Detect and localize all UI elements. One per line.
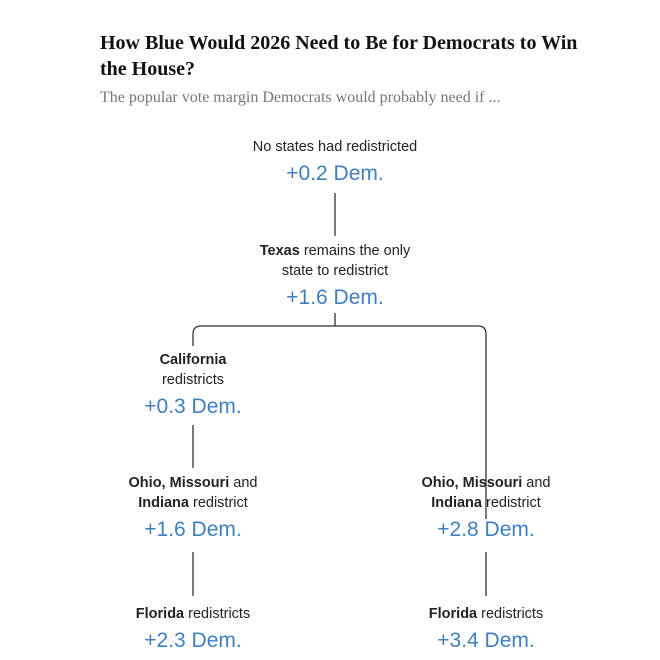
margin-value: +1.6 Dem. xyxy=(286,286,384,309)
node-label xyxy=(83,350,303,390)
label-text: and xyxy=(229,475,258,491)
label-text: redistricts xyxy=(184,606,251,622)
margin-value: +3.4 Dem. xyxy=(437,629,535,652)
margin-value: +2.3 Dem. xyxy=(144,629,242,652)
label-bold: Ohio, Missouri xyxy=(421,475,523,491)
node-texas-only xyxy=(225,241,445,311)
node-florida-right xyxy=(376,604,596,654)
node-ohio-missouri-indiana-right xyxy=(376,473,596,543)
node-label xyxy=(376,604,596,624)
label-bold: Indiana xyxy=(431,495,482,511)
label-text: redistricts xyxy=(161,372,225,388)
margin-value: +1.6 Dem. xyxy=(144,518,242,541)
node-label xyxy=(225,137,445,157)
margin-value: +0.3 Dem. xyxy=(144,395,242,418)
node-ohio-missouri-indiana-left xyxy=(83,473,303,543)
label-bold: Florida xyxy=(428,606,478,622)
label-bold: Florida xyxy=(135,606,185,622)
chart-subtitle: The popular vote margin Democrats would probably need if ... xyxy=(100,89,501,106)
node-label xyxy=(376,473,596,513)
label-text: and xyxy=(522,475,551,491)
node-no-redistricting xyxy=(225,137,445,187)
label-text: No states had redistricted xyxy=(252,139,418,155)
label-text: remains the only xyxy=(299,243,411,259)
label-bold: Ohio, Missouri xyxy=(128,475,230,491)
label-text: state to redistrict xyxy=(281,263,389,279)
label-text: redistrict xyxy=(481,495,541,511)
label-text: redistrict xyxy=(188,495,248,511)
node-label xyxy=(83,473,303,513)
margin-value: +0.2 Dem. xyxy=(286,162,384,185)
label-bold: California xyxy=(159,352,227,368)
label-bold: Texas xyxy=(259,243,300,259)
margin-value: +2.8 Dem. xyxy=(437,518,535,541)
node-label xyxy=(225,241,445,281)
chart-title: How Blue Would 2026 Need to Be for Democrats to Win the House? xyxy=(100,32,578,80)
node-label xyxy=(83,604,303,624)
label-text: redistricts xyxy=(477,606,544,622)
node-california xyxy=(83,350,303,420)
node-florida-left xyxy=(83,604,303,654)
label-bold: Indiana xyxy=(138,495,189,511)
